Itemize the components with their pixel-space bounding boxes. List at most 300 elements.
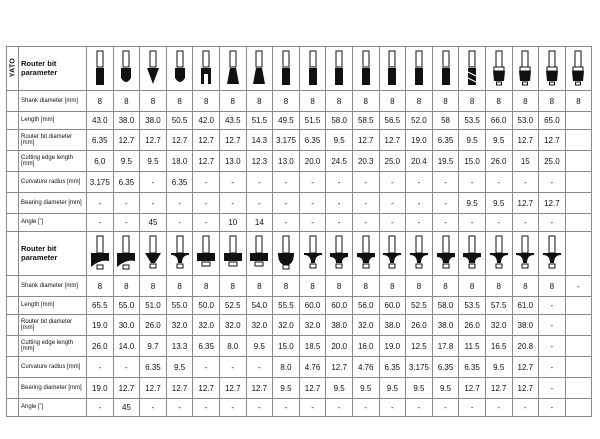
param-value: 8 [565, 91, 592, 112]
param-label: Angle [˚] [19, 214, 87, 232]
param-value: 16.0 [352, 336, 379, 357]
param-value: - [219, 399, 246, 417]
param-value: 8 [539, 91, 566, 112]
param-value: 9.5 [273, 378, 300, 399]
param-value: 52.5 [406, 297, 433, 315]
param-row [7, 315, 592, 336]
param-label: Shank diameter [mm] [19, 276, 87, 297]
param-value: 51.5 [299, 112, 326, 130]
router-bit-icon [326, 232, 353, 276]
param-value: 8 [299, 276, 326, 297]
router-bit-icon [219, 47, 246, 91]
param-value: - [539, 357, 566, 378]
param-value: - [379, 399, 406, 417]
param-value: - [379, 193, 406, 214]
param-label: Angle [˚] [19, 399, 87, 417]
param-value: - [406, 193, 433, 214]
param-value: 8 [219, 91, 246, 112]
param-value: - [352, 172, 379, 193]
param-value: 8 [512, 91, 539, 112]
param-value: - [219, 172, 246, 193]
param-value: 61.0 [512, 297, 539, 315]
param-value: - [246, 357, 273, 378]
router-bit-icon [565, 47, 592, 91]
param-value: - [87, 193, 114, 214]
param-value: 12.7 [539, 193, 566, 214]
param-value: 4.76 [299, 357, 326, 378]
router-bit-icon [432, 232, 459, 276]
param-label: Curvature radius [mm] [19, 172, 87, 193]
router-bit-icon [166, 232, 193, 276]
param-value: - [539, 399, 566, 417]
param-value: - [459, 172, 486, 193]
param-row [7, 214, 592, 232]
param-value: 8 [299, 91, 326, 112]
param-value: 58 [432, 112, 459, 130]
param-value: 9.7 [140, 336, 167, 357]
param-value: - [140, 399, 167, 417]
brand-spacer [7, 315, 19, 336]
param-value: 6.0 [87, 151, 114, 172]
param-value [565, 151, 592, 172]
brand-spacer [7, 91, 19, 112]
param-value [565, 193, 592, 214]
param-value: 17.8 [432, 336, 459, 357]
param-value: 12.7 [299, 378, 326, 399]
param-value: - [539, 315, 566, 336]
param-value: 55.0 [166, 297, 193, 315]
param-value: 15.0 [273, 336, 300, 357]
router-bit-icon [193, 232, 220, 276]
param-value: 45 [113, 399, 140, 417]
param-value: 18.0 [166, 151, 193, 172]
param-value: 8 [432, 91, 459, 112]
param-value: 6.35 [432, 357, 459, 378]
param-value: 26.0 [140, 315, 167, 336]
param-value: 12.7 [512, 193, 539, 214]
param-value: 20.3 [352, 151, 379, 172]
param-label: Cutting edge length [mm] [19, 151, 87, 172]
router-bit-icon [166, 47, 193, 91]
param-value [565, 399, 592, 417]
param-label: Curvature radius [mm] [19, 357, 87, 378]
param-value: 9.5 [326, 130, 353, 151]
param-value: 8 [246, 91, 273, 112]
param-value: - [326, 172, 353, 193]
param-value: 8 [352, 276, 379, 297]
param-value: - [193, 214, 220, 232]
param-value [565, 297, 592, 315]
param-value: 53.0 [512, 112, 539, 130]
param-value: 38.0 [432, 315, 459, 336]
param-value: - [539, 214, 566, 232]
router-bit-icon [113, 232, 140, 276]
router-bit-icon [273, 47, 300, 91]
param-value: 32.0 [352, 315, 379, 336]
router-bit-icon [219, 232, 246, 276]
param-value: 38.0 [140, 112, 167, 130]
param-value: 12.7 [166, 130, 193, 151]
param-value: - [273, 399, 300, 417]
param-value: 10 [219, 214, 246, 232]
param-value: - [352, 214, 379, 232]
param-value: - [432, 399, 459, 417]
param-value: 60.0 [326, 297, 353, 315]
router-bit-icon [406, 232, 433, 276]
param-value: - [113, 357, 140, 378]
param-value: - [219, 357, 246, 378]
param-value: 20.8 [512, 336, 539, 357]
param-value: - [512, 214, 539, 232]
brand-spacer [7, 378, 19, 399]
router-bit-icon [326, 47, 353, 91]
router-bit-icon [459, 47, 486, 91]
router-bit-icon [299, 47, 326, 91]
param-value: 12.7 [379, 130, 406, 151]
param-value: - [432, 193, 459, 214]
param-row [7, 276, 592, 297]
param-row [7, 91, 592, 112]
param-value: 8 [193, 91, 220, 112]
param-value: 15.0 [459, 151, 486, 172]
param-value: - [87, 214, 114, 232]
param-value: 8 [485, 91, 512, 112]
router-bit-icon [539, 47, 566, 91]
param-value: 12.3 [246, 151, 273, 172]
param-value: - [299, 399, 326, 417]
param-value: 15 [512, 151, 539, 172]
param-value: 8 [87, 276, 114, 297]
param-label: Router bit diameter [mm] [19, 130, 87, 151]
brand-spacer [7, 399, 19, 417]
param-value: 60.0 [379, 297, 406, 315]
param-value: 9.5 [140, 151, 167, 172]
param-value: 13.0 [273, 151, 300, 172]
router-bit-icon [273, 232, 300, 276]
param-value: - [485, 214, 512, 232]
param-value: 55.0 [113, 297, 140, 315]
param-value: 8.0 [219, 336, 246, 357]
param-label: Length [mm] [19, 297, 87, 315]
router-bit-icon [87, 232, 114, 276]
param-row [7, 399, 592, 417]
param-value: 12.7 [459, 378, 486, 399]
router-bit-table [6, 46, 592, 417]
param-value: 43.0 [87, 112, 114, 130]
param-row [7, 336, 592, 357]
param-value: 9.5 [113, 151, 140, 172]
param-value: 66.0 [485, 112, 512, 130]
param-value: 32.0 [299, 315, 326, 336]
param-value: - [512, 172, 539, 193]
router-bit-icon [246, 47, 273, 91]
brand-spacer [7, 276, 19, 297]
param-value: 54.0 [246, 297, 273, 315]
param-value: 8 [140, 276, 167, 297]
param-value: 8 [406, 91, 433, 112]
param-value: - [352, 399, 379, 417]
router-bit-icon [87, 47, 114, 91]
param-value: 12.7 [140, 378, 167, 399]
param-value: 53.5 [459, 297, 486, 315]
param-value: - [406, 172, 433, 193]
param-value: 26.0 [406, 315, 433, 336]
section1-header: Router bit parameter [19, 47, 87, 91]
param-value: 32.0 [485, 315, 512, 336]
param-value: - [113, 214, 140, 232]
param-value [565, 112, 592, 130]
param-value: 8 [166, 91, 193, 112]
param-value: - [193, 357, 220, 378]
param-value: 32.0 [246, 315, 273, 336]
router-bit-icon [140, 47, 167, 91]
param-value: 14 [246, 214, 273, 232]
param-value: 12.7 [140, 130, 167, 151]
param-value: - [539, 336, 566, 357]
param-label: Router bit diameter [mm] [19, 315, 87, 336]
param-value: 8 [166, 276, 193, 297]
param-value: 6.35 [87, 130, 114, 151]
param-value: 8 [113, 276, 140, 297]
param-value: - [485, 399, 512, 417]
param-row [7, 130, 592, 151]
param-value: 43.5 [219, 112, 246, 130]
param-value: - [246, 193, 273, 214]
param-value: - [326, 193, 353, 214]
param-value: - [87, 357, 114, 378]
param-value: 8 [379, 91, 406, 112]
param-value: - [539, 172, 566, 193]
param-label: Length [mm] [19, 112, 87, 130]
param-value: 8 [273, 276, 300, 297]
param-value: - [299, 214, 326, 232]
router-bit-icon [459, 232, 486, 276]
param-value: 12.7 [219, 130, 246, 151]
param-value: 8 [140, 91, 167, 112]
param-value: 12.7 [193, 378, 220, 399]
router-bit-icon [485, 232, 512, 276]
param-value: - [140, 193, 167, 214]
param-value [565, 336, 592, 357]
param-value: 11.5 [459, 336, 486, 357]
param-value: - [379, 172, 406, 193]
brand-spacer [7, 172, 19, 193]
param-value: - [299, 193, 326, 214]
param-value: 6.35 [113, 172, 140, 193]
param-value: - [432, 172, 459, 193]
param-value: 8 [113, 91, 140, 112]
router-bit-icon [539, 232, 566, 276]
router-bit-icon [193, 47, 220, 91]
param-value: 42.0 [193, 112, 220, 130]
param-value: - [246, 172, 273, 193]
param-value: 51.5 [246, 112, 273, 130]
param-value: 8 [246, 276, 273, 297]
param-value: 12.7 [246, 378, 273, 399]
param-value: 52.5 [219, 297, 246, 315]
param-value: 8 [273, 91, 300, 112]
param-value: 38.0 [512, 315, 539, 336]
param-value: 25.0 [379, 151, 406, 172]
param-value: 12.7 [352, 130, 379, 151]
empty-cell [565, 232, 592, 276]
param-value: 3.175 [87, 172, 114, 193]
param-row [7, 297, 592, 315]
param-value: - [379, 214, 406, 232]
param-value: - [432, 214, 459, 232]
brand-cell [7, 47, 19, 91]
param-value: - [219, 193, 246, 214]
param-value: 58.0 [432, 297, 459, 315]
param-row [7, 172, 592, 193]
param-value: 8 [406, 276, 433, 297]
param-value: 12.7 [113, 130, 140, 151]
param-row [7, 112, 592, 130]
param-value: - [166, 399, 193, 417]
param-value: - [485, 172, 512, 193]
param-value: 38.0 [113, 112, 140, 130]
param-value [565, 172, 592, 193]
param-value: 32.0 [273, 315, 300, 336]
param-value: 12.7 [485, 378, 512, 399]
param-value: 8 [193, 276, 220, 297]
param-value: 53.5 [459, 112, 486, 130]
param-value: 32.0 [193, 315, 220, 336]
param-value: 12.7 [193, 151, 220, 172]
param-value: 8 [539, 276, 566, 297]
param-value [565, 315, 592, 336]
param-value: 6.35 [166, 172, 193, 193]
param-value: 56.0 [352, 297, 379, 315]
param-value: 9.5 [459, 193, 486, 214]
param-value: 6.35 [193, 336, 220, 357]
param-value: 8 [485, 276, 512, 297]
param-row [7, 193, 592, 214]
param-value: - [273, 172, 300, 193]
section2-icon-row [7, 232, 592, 276]
param-value: 9.5 [166, 357, 193, 378]
param-value: 26.0 [459, 315, 486, 336]
param-value: - [299, 172, 326, 193]
brand-spacer [7, 151, 19, 172]
param-value: - [246, 399, 273, 417]
param-value: - [326, 399, 353, 417]
param-value: 25.0 [539, 151, 566, 172]
router-bit-icon [140, 232, 167, 276]
param-value: 19.0 [87, 315, 114, 336]
param-label: Cutting edge length [mm] [19, 336, 87, 357]
param-value: 6.35 [140, 357, 167, 378]
param-value: 12.7 [113, 378, 140, 399]
section1-icon-row [7, 47, 592, 91]
param-value: 26.0 [485, 151, 512, 172]
param-value: 12.7 [193, 130, 220, 151]
param-value: 4.76 [352, 357, 379, 378]
param-value: 51.0 [140, 297, 167, 315]
param-row [7, 357, 592, 378]
param-value: 20.4 [406, 151, 433, 172]
param-label: Bearing diameter [mm] [19, 193, 87, 214]
param-value: - [113, 193, 140, 214]
param-value: 8 [326, 91, 353, 112]
param-value: - [539, 297, 566, 315]
param-value: 38.0 [326, 315, 353, 336]
param-value: 9.5 [406, 378, 433, 399]
param-value: 9.5 [352, 378, 379, 399]
param-value: - [565, 276, 592, 297]
param-value: 9.5 [246, 336, 273, 357]
router-bit-icon [246, 232, 273, 276]
param-label: Bearing diameter [mm] [19, 378, 87, 399]
brand-spacer [7, 214, 19, 232]
param-value [565, 214, 592, 232]
param-label: Shank diameter [mm] [19, 91, 87, 112]
param-value: 13.0 [219, 151, 246, 172]
param-value: 6.35 [299, 130, 326, 151]
param-value: - [406, 214, 433, 232]
param-value: - [193, 399, 220, 417]
param-value: 9.5 [485, 130, 512, 151]
param-value: 19.5 [432, 151, 459, 172]
param-value: 32.0 [166, 315, 193, 336]
param-value: 8 [219, 276, 246, 297]
param-row [7, 378, 592, 399]
param-value: 12.7 [219, 378, 246, 399]
param-value: 9.5 [326, 378, 353, 399]
param-value: 12.7 [512, 357, 539, 378]
param-value: - [166, 193, 193, 214]
param-value: 50.0 [193, 297, 220, 315]
router-bit-icon [352, 232, 379, 276]
param-value [565, 130, 592, 151]
param-value: - [326, 214, 353, 232]
brand-spacer [7, 130, 19, 151]
param-value: - [459, 214, 486, 232]
brand-cell-empty [7, 232, 19, 276]
param-value: 58.0 [326, 112, 353, 130]
router-bit-icon [432, 47, 459, 91]
param-value: 9.5 [379, 378, 406, 399]
param-value: 12.5 [406, 336, 433, 357]
param-value: - [193, 172, 220, 193]
param-value: 55.5 [273, 297, 300, 315]
param-value: 65.0 [539, 112, 566, 130]
param-value: - [273, 193, 300, 214]
router-bit-icon [485, 47, 512, 91]
brand-spacer [7, 357, 19, 378]
param-value: 6.35 [459, 357, 486, 378]
param-value: 9.5 [432, 378, 459, 399]
param-value: 9.5 [485, 357, 512, 378]
param-row [7, 151, 592, 172]
param-value: 14.3 [246, 130, 273, 151]
param-value: 3.175 [406, 357, 433, 378]
param-value: 26.0 [87, 336, 114, 357]
router-bit-icon [379, 47, 406, 91]
param-value: 8 [87, 91, 114, 112]
param-value: 19.0 [406, 130, 433, 151]
param-value: - [193, 193, 220, 214]
router-bit-icon [512, 47, 539, 91]
brand-spacer [7, 336, 19, 357]
brand-spacer [7, 297, 19, 315]
param-value: 12.7 [326, 357, 353, 378]
param-value: 30.0 [113, 315, 140, 336]
router-bit-icon [352, 47, 379, 91]
param-value: 9.5 [459, 130, 486, 151]
param-value: - [273, 214, 300, 232]
param-value: - [406, 399, 433, 417]
